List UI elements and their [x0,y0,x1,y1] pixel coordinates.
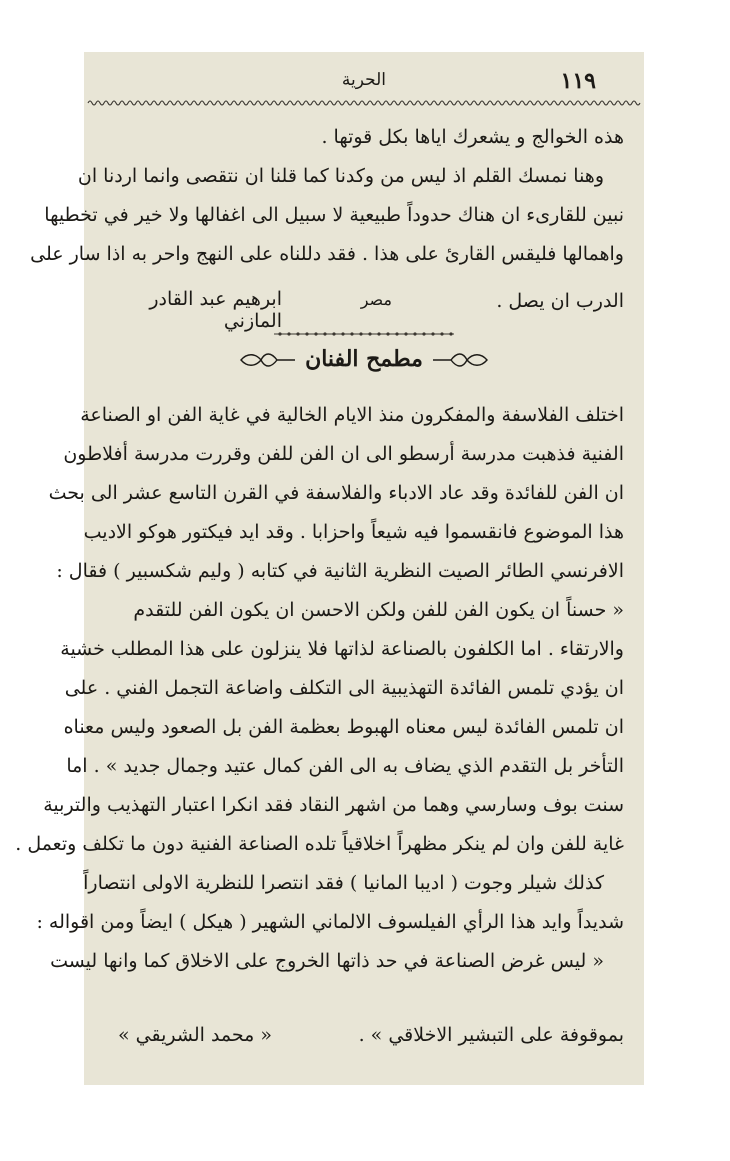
article2-last-line: بموقوفة على التبشير الاخلاقي » . [358,1024,624,1046]
section-title [84,346,644,372]
title-ornament-left-icon [239,350,297,370]
divider-dot [449,332,452,335]
divider-dot [359,332,362,335]
article1-line: نبين للقارىء ان هناك حدوداً طبيعية لا سبيل الى اغفالها ولا خير في تخطيها [44,204,624,226]
article2-line: ان الفن للفائدة وقد عاد الادباء والفلاسفة في القرن التاسع عشر الى بحث [48,482,624,504]
divider-dot [404,332,407,335]
section-divider [274,330,454,338]
article2-title: مطمح الفنان [305,346,423,372]
divider-dot [314,332,317,335]
divider-dot [377,332,380,335]
article1-signature-row [102,288,624,332]
divider-dot [332,332,335,335]
article2-line: كذلك شيلر وجوت ( اديبا المانيا ) فقد انتصرا للنظرية الاولى انتصاراً [83,872,604,894]
divider-dot [341,332,344,335]
divider-dot [368,332,371,335]
title-ornament-right-icon [431,350,489,370]
book-page [15,52,644,1085]
article2-line: اختلف الفلاسفة والمفكرون منذ الايام الخالية في غاية الفن او الصناعة [80,404,624,426]
page-header [84,66,644,96]
article1-line: واهمالها فليقس القارئ على هذا . فقد دللناه على النهج واحر به اذا سار على [30,243,624,265]
article2-line: هذا الموضوع فانقسموا فيه شيعاً واحزابا . وقد ايد فيكتور هوكو الاديب [83,521,624,543]
header-wavy-rule [88,98,640,108]
divider-dot [431,332,434,335]
article1-line: هذه الخوالج و يشعرك اياها بكل قوتها . [321,126,624,148]
divider-dot [278,332,281,335]
divider-dot [395,332,398,335]
article1-line: وهنا نمسك القلم اذ ليس من وكدنا كما قلنا ان نتقصى وانما اردنا ان [77,165,604,187]
article2-line: شديداً وايد هذا الرأي الفيلسوف الالماني الشهير ( هيكل ) ايضاً ومن اقواله : [36,911,624,933]
divider-dot [413,332,416,335]
article1-author: ابرهيم عبد القادر المازني [149,288,282,332]
running-title: الحرية [341,70,386,90]
page-number: ١١٩ [560,68,596,94]
article2-line: ان يؤدي تلمس الفائدة التهذيبية الى التكلف واضاعة التجمل الفني . على [64,677,624,699]
article1-body [30,118,624,274]
article2-line: والارتقاء . اما الكلفون بالصناعة لذاتها فلا ينزلون على هذا المطلب خشية [60,638,624,660]
article2-line: التأخر بل التقدم الذي يضاف به الى الفن كمال عتيد وجمال جديد » . اما [66,755,624,777]
article2-body [15,396,624,981]
divider-dot [287,332,290,335]
divider-dot [440,332,443,335]
article2-line: « ليس غرض الصناعة في حد ذاتها الخروج على الاخلاق كما وانها ليست [50,950,604,972]
article2-line: « حسناً ان يكون الفن للفن ولكن الاحسن ان يكون الفن للتقدم [133,599,624,621]
article2-signature-row [102,1024,624,1060]
article1-last-line: الدرب ان يصل . [496,290,624,312]
article2-line: ان تلمس الفائدة ليس معناه الهبوط بعظمة الفن بل الصعود وليس معناه [63,716,624,738]
article2-author: « محمد الشريقي » [118,1024,273,1046]
article2-line: سنت بوف وسارسي وهما من اشهر النقاد فقد انكرا اعتبار التهذيب والتربية [43,794,624,816]
divider-dot [296,332,299,335]
divider-dot [350,332,353,335]
article1-place: مصر [360,290,392,309]
article2-line: الفنية فذهبت مدرسة أرسطو الى ان الفن للفن وقررت مدرسة أفلاطون [63,443,624,465]
divider-dot [386,332,389,335]
divider-dot [305,332,308,335]
divider-dot [422,332,425,335]
article2-line: غاية للفن وان لم ينكر مظهراً اخلاقياً تلده الصناعة الفنية دون ما تكلف وتعمل . [15,833,624,855]
article2-line: الافرنسي الطائر الصيت النظرية الثانية في كتابه ( وليم شكسبير ) فقال : [56,560,624,582]
divider-dot [323,332,326,335]
